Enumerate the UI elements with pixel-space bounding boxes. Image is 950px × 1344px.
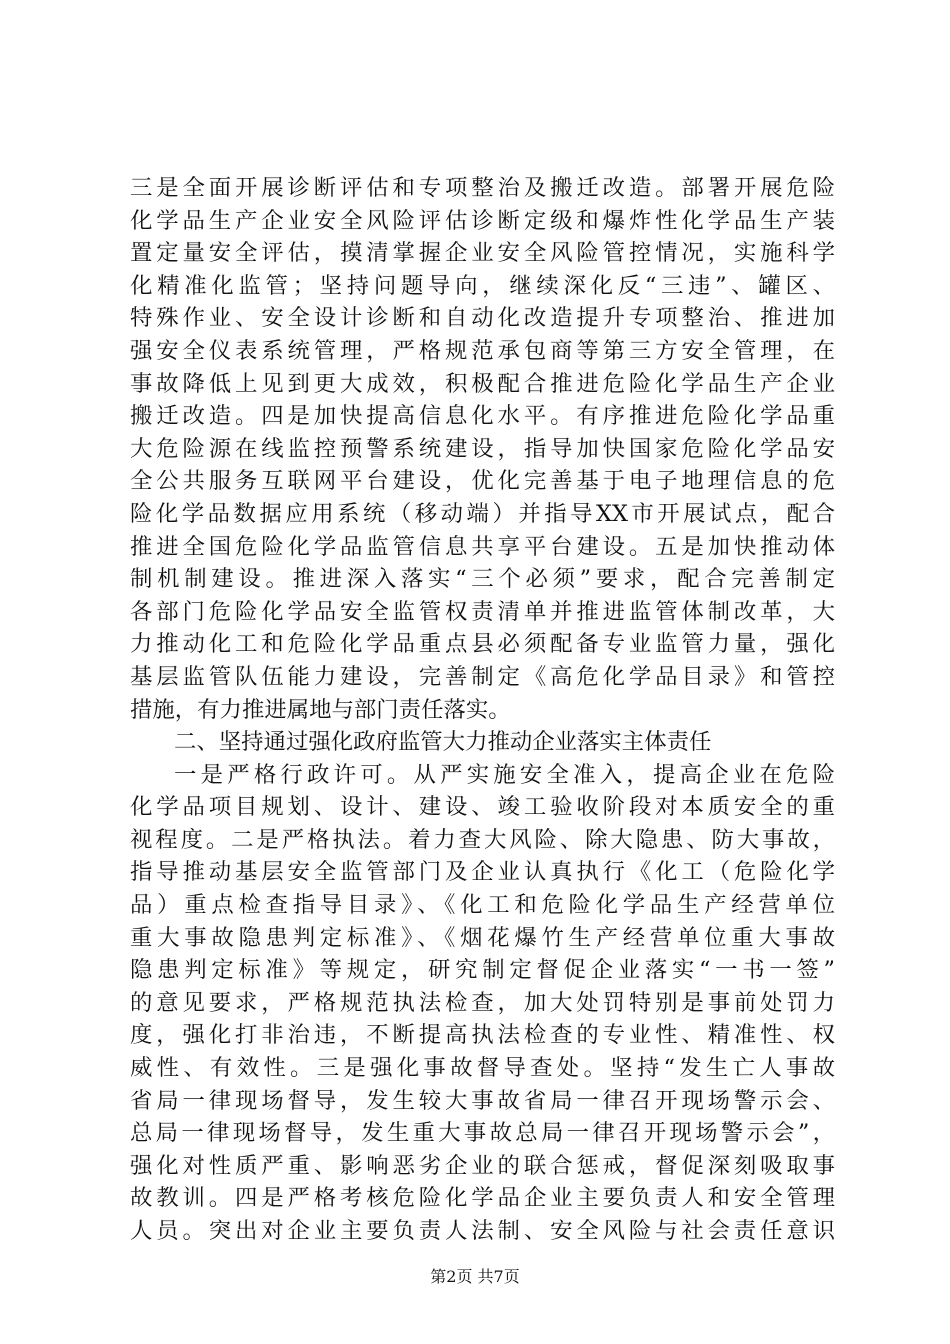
text-line: 故教训。四是严格考核危险化学品企业主要负责人和安全管理 <box>130 1185 835 1212</box>
text-line: 人员。突出对企业主要负责人法制、安全风险与社会责任意识 <box>130 1218 835 1244</box>
text-line: 全公共服务互联网平台建设，优化完善基于电子地理信息的危 <box>130 468 835 495</box>
text-line: 险化学品数据应用系统（移动端）并指导XX市开展试点，配合 <box>130 500 835 527</box>
text-line: 品）重点检查指导目录》、《化工和危险化学品生产经营单位 <box>130 892 835 919</box>
text-line: 一是严格行政许可。从严实施安全准入，提高企业在危险 <box>174 761 835 788</box>
text-line: 重大事故隐患判定标准》、《烟花爆竹生产经营单位重大事故 <box>130 924 835 951</box>
text-line: 度，强化打非治违，不断提高执法检查的专业性、精准性、权 <box>130 1022 835 1049</box>
text-line: 制机制建设。推进深入落实“三个必须”要求，配合完善制定 <box>130 566 835 593</box>
text-line: 的意见要求，严格规范执法检查，加大处罚特别是事前处罚力 <box>130 989 835 1016</box>
text-line: 置定量安全评估，摸清掌握企业安全风险管控情况，实施科学 <box>130 240 835 267</box>
text-line: 隐患判定标准》等规定，研究制定督促企业落实“一书一签” <box>130 957 835 984</box>
text-line: 强安全仪表系统管理，严格规范承包商等第三方安全管理，在 <box>130 337 835 364</box>
text-line: 基层监管队伍能力建设，完善制定《高危化学品目录》和管控 <box>130 663 835 690</box>
text-line: 省局一律现场督导，发生较大事故省局一律召开现场警示会、 <box>130 1087 835 1114</box>
text-line: 搬迁改造。四是加快提高信息化水平。有序推进危险化学品重 <box>130 403 835 430</box>
text-line: 推进全国危险化学品监管信息共享平台建设。五是加快推动体 <box>130 533 835 560</box>
text-line: 强化对性质严重、影响恶劣企业的联合惩戒，督促深刻吸取事 <box>130 1152 835 1179</box>
text-line: 事故降低上见到更大成效，积极配合推进危险化学品生产企业 <box>130 370 835 397</box>
text-line: 化精准化监管；坚持问题导向，继续深化反“三违”、罐区、 <box>130 272 835 299</box>
text-line: 各部门危险化学品安全监管权责清单并推进监管体制改革，大 <box>130 598 835 625</box>
text-line: 视程度。二是严格执法。着力查大风险、除大隐患、防大事故， <box>130 826 835 853</box>
text-line: 威性、有效性。三是强化事故督导查处。坚持“发生亡人事故 <box>130 1055 835 1082</box>
text-line: 特殊作业、安全设计诊断和自动化改造提升专项整治、推进加 <box>130 305 835 332</box>
text-line: 措施，有力推进属地与部门责任落实。 <box>130 696 511 723</box>
text-line: 大危险源在线监控预警系统建设，指导加快国家危险化学品安 <box>130 435 835 462</box>
text-line: 指导推动基层安全监管部门及企业认真执行《化工（危险化学 <box>130 859 835 886</box>
text-line: 二、坚持通过强化政府监管大力推动企业落实主体责任 <box>174 729 712 756</box>
text-line: 化学品生产企业安全风险评估诊断定级和爆炸性化学品生产装 <box>130 207 835 234</box>
text-line: 化学品项目规划、设计、建设、竣工验收阶段对本质安全的重 <box>130 794 835 821</box>
document-body <box>130 172 835 1248</box>
page-footer: 第2页 共7页 <box>430 1267 520 1286</box>
text-line: 三是全面开展诊断评估和专项整治及搬迁改造。部署开展危险 <box>130 175 835 201</box>
text-line: 力推动化工和危险化学品重点县必须配备专业监管力量，强化 <box>130 631 835 658</box>
text-line: 总局一律现场督导，发生重大事故总局一律召开现场警示会”， <box>130 1120 835 1147</box>
